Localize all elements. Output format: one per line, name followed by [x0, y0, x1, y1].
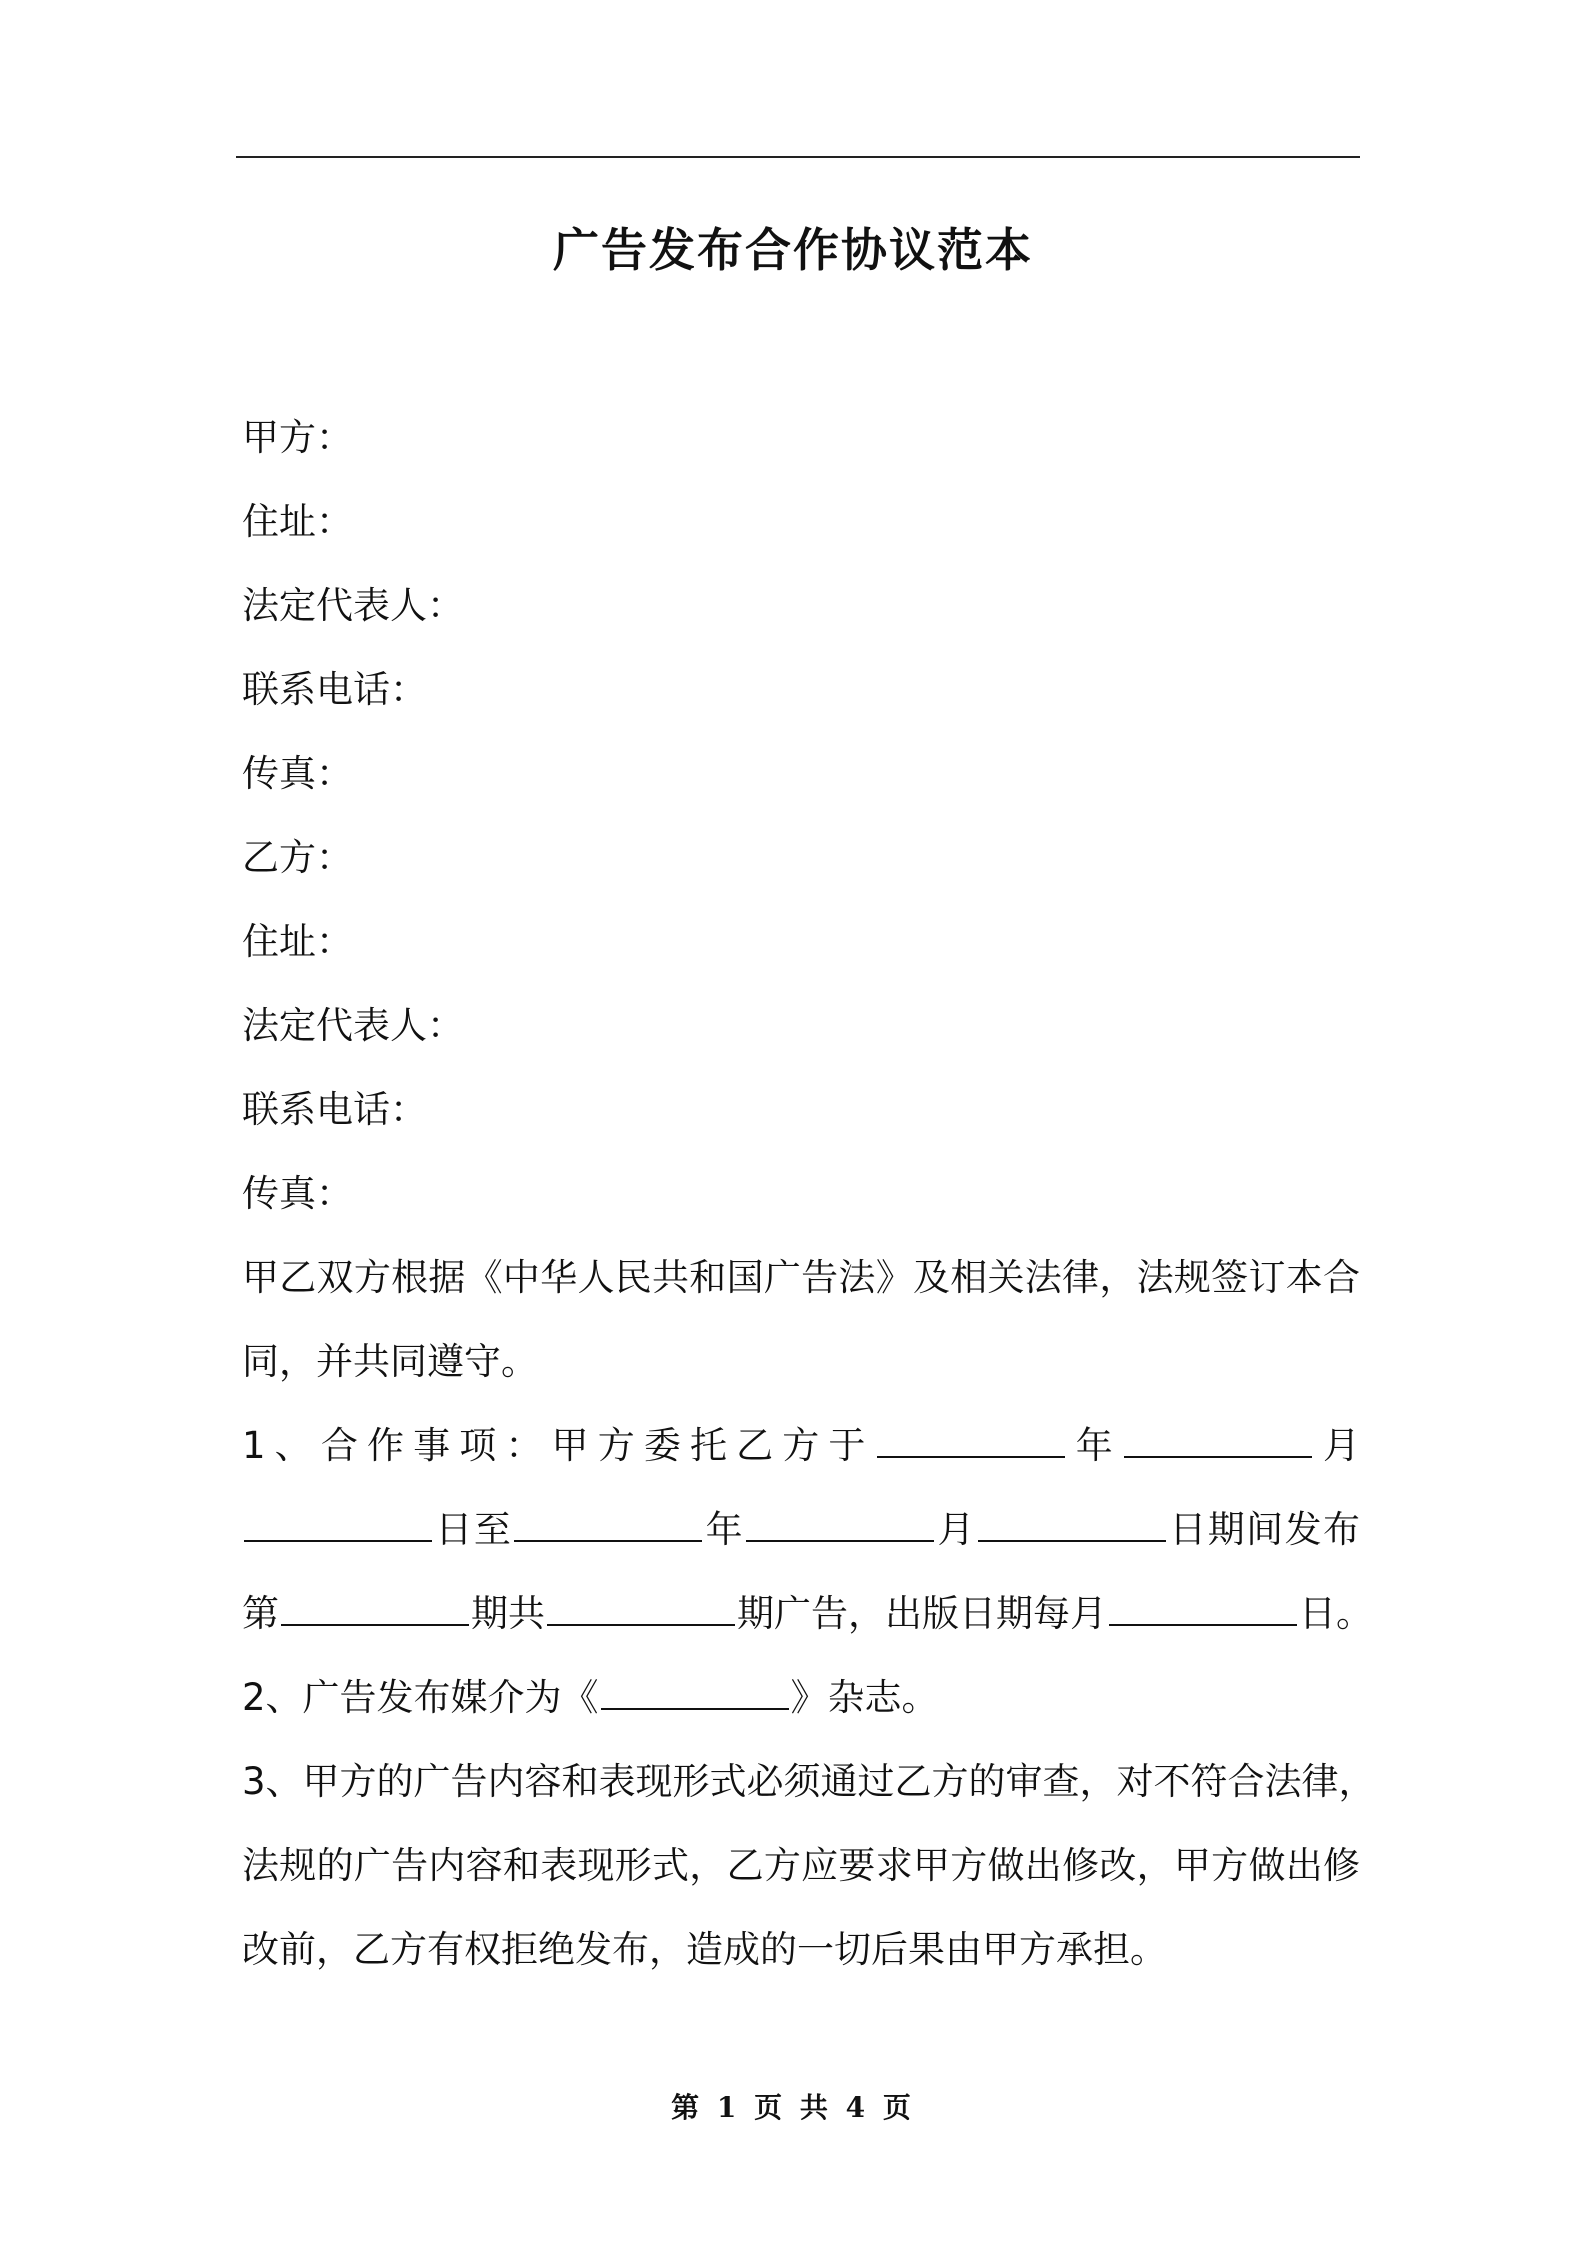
clause-1-prefix: 1、合作事项：甲方委托乙方于	[242, 1424, 875, 1467]
party-b-name-label: 乙方：	[242, 836, 353, 879]
party-a-rep-label: 法定代表人：	[242, 584, 464, 627]
clause-3-line-2: 法规的广告内容和表现形式，乙方应要求甲方做出修改，甲方做出修	[242, 1844, 1360, 1887]
clause-1-day-2-period: 日期间发布	[1167, 1508, 1361, 1551]
clause-1-issue-end: 日。	[1299, 1592, 1373, 1635]
party-a-name-label: 甲方：	[242, 416, 353, 459]
clause-1-day-1-to: 日至	[434, 1508, 513, 1551]
clause-2-line-1	[242, 1656, 1360, 1740]
party-b-address-label: 住址：	[242, 920, 353, 963]
clause-1-month-1: 月	[1313, 1424, 1361, 1467]
clause-1-issue-ad: 期广告，出版日期每月	[737, 1592, 1107, 1635]
clause-1-line-2	[242, 1488, 1360, 1572]
clause-3-line-3: 改前，乙方有权拒绝发布，造成的一切后果由甲方承担。	[242, 1928, 1167, 1971]
party-b-phone-label: 联系电话：	[242, 1088, 427, 1131]
header-rule	[236, 156, 1360, 158]
clause-1-issue-prefix: 第	[242, 1592, 279, 1635]
clause-1-month-2: 月	[936, 1508, 976, 1551]
blank-end-month[interactable]	[746, 1508, 934, 1542]
blank-publish-day[interactable]	[1109, 1592, 1297, 1626]
clause-1-line-3	[242, 1572, 1373, 1656]
preamble	[242, 1236, 1360, 1404]
blank-magazine-name[interactable]	[601, 1676, 789, 1710]
clause-1-year-2: 年	[704, 1508, 745, 1551]
party-a-address-label: 住址：	[242, 500, 353, 543]
clause-1-year-1: 年	[1066, 1424, 1122, 1467]
party-a-phone-label: 联系电话：	[242, 668, 427, 711]
clause-3-line-1: 3、甲方的广告内容和表现形式必须通过乙方的审查，对不符合法律，	[242, 1760, 1376, 1803]
preamble-line-1: 甲乙双方根据《中华人民共和国广告法》及相关法律，法规签订本合	[242, 1256, 1360, 1299]
blank-end-year[interactable]	[514, 1508, 702, 1542]
blank-start-month[interactable]	[1124, 1424, 1312, 1458]
blank-issue-number[interactable]	[281, 1592, 469, 1626]
preamble-line-2: 同，并共同遵守。	[242, 1340, 538, 1383]
blank-end-day[interactable]	[978, 1508, 1166, 1542]
clause-2-suffix: 》杂志。	[790, 1676, 939, 1719]
clause-2	[242, 1656, 1360, 1740]
blank-start-year[interactable]	[877, 1424, 1065, 1458]
document-title: 广告发布合作协议范本	[553, 223, 1033, 277]
clause-2-prefix: 2、广告发布媒介为《	[242, 1676, 599, 1719]
blank-start-day[interactable]	[244, 1508, 432, 1542]
blank-issue-count[interactable]	[547, 1592, 735, 1626]
clause-1-issue-total: 期共	[471, 1592, 545, 1635]
clause-1-line-1	[242, 1404, 1360, 1488]
party-b-fax-label: 传真：	[242, 1172, 353, 1215]
party-b-rep-label: 法定代表人：	[242, 1004, 464, 1047]
document-body	[242, 396, 1376, 1992]
clause-3	[242, 1740, 1376, 1992]
party-a-fax-label: 传真：	[242, 752, 353, 795]
page-footer: 第 1 页 共 4 页	[671, 2091, 915, 2124]
clause-1	[242, 1404, 1373, 1656]
